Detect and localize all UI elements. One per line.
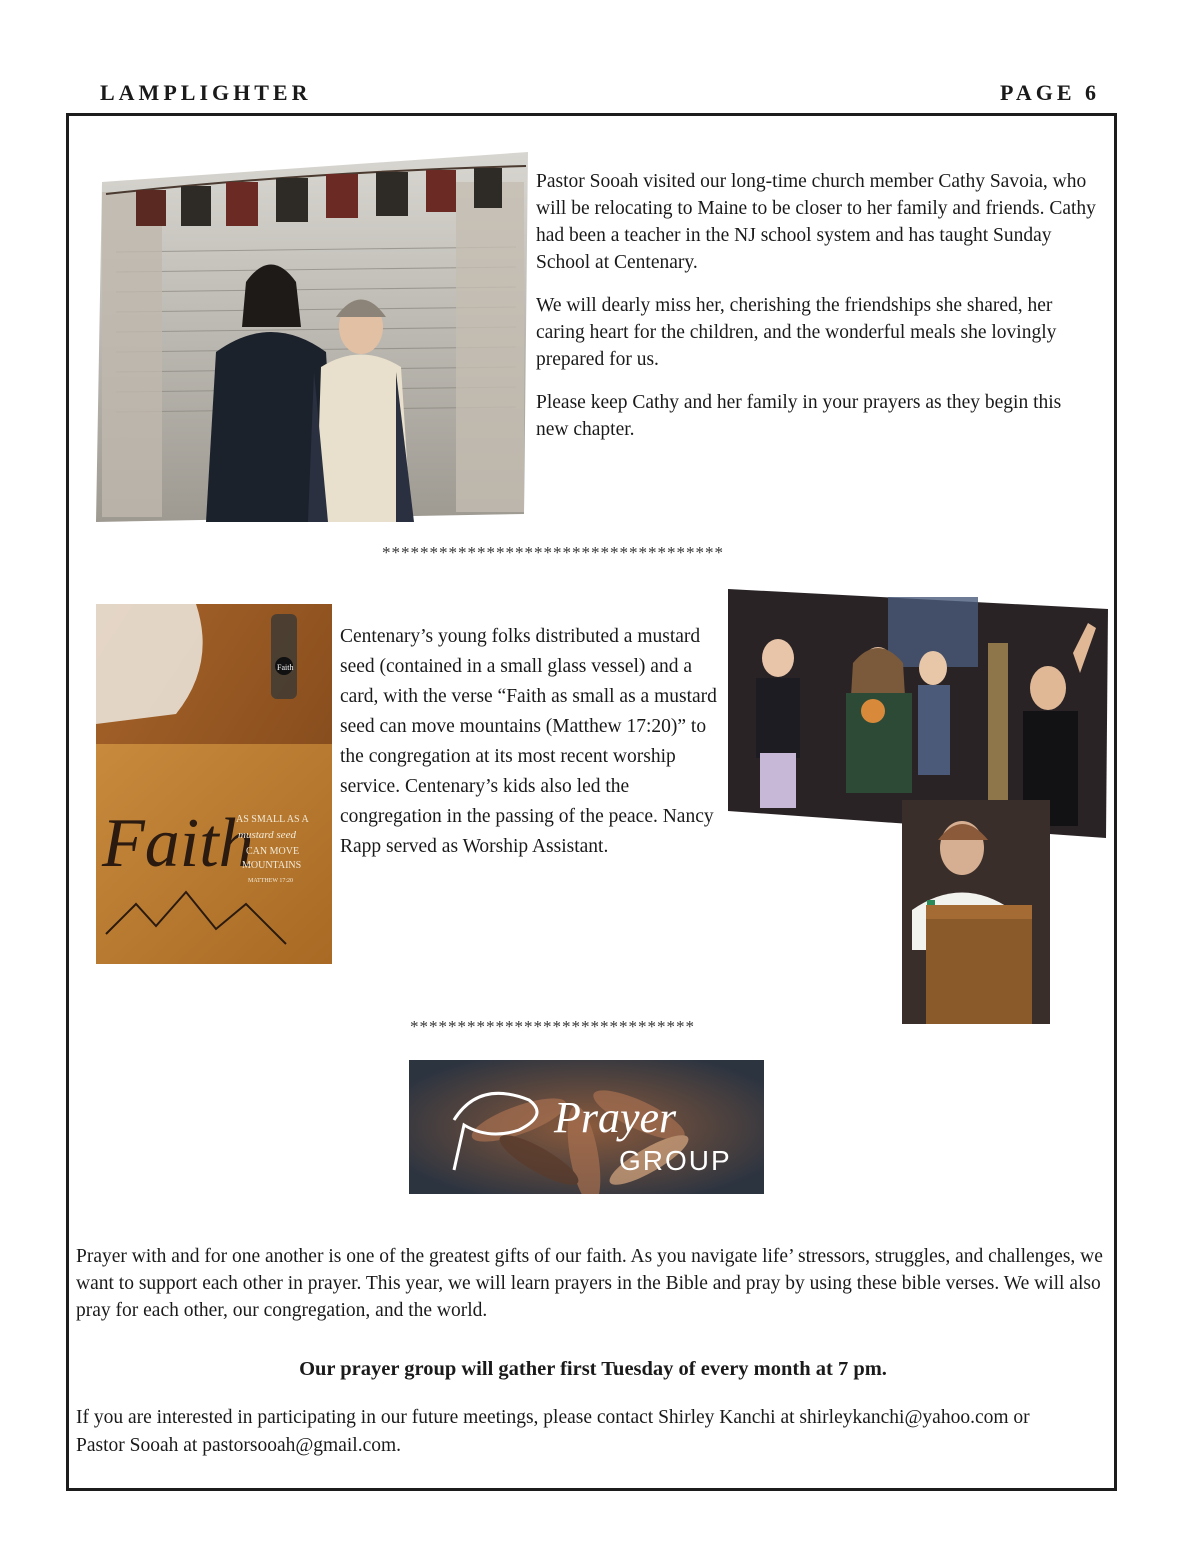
card-line-1: AS SMALL AS A	[236, 814, 309, 825]
story-paragraph: Please keep Cathy and her family in your prayers as they begin this new chapter.	[536, 392, 1062, 440]
card-script-word: Faith	[102, 805, 254, 882]
photo-pastor-and-cathy	[96, 152, 528, 522]
card-line-4: MOUNTAINS	[242, 860, 302, 871]
contact-text: If you are interested in participating in our future meetings, please contact Shirley Kanchi at shirleykanchi@yahoo.com or Pastor Sooah at pastorsooah@gmail.com.	[76, 1407, 1030, 1456]
announcement-text: Our prayer group will gather first Tuesday of every month at 7 pm.	[299, 1358, 887, 1380]
story-paragraph: We will dearly miss her, cherishing the friendships she shared, her caring heart for the children, and the wonderful meals she lovingly prepared for us.	[536, 295, 1057, 370]
page-number: PAGE 6	[1000, 80, 1100, 105]
card-line-3: CAN MOVE	[246, 846, 300, 857]
vial-tag-text: Faith	[277, 663, 294, 672]
story-cathy-savoia	[536, 168, 1096, 443]
story-paragraph: Prayer with and for one another is one of the greatest gifts of our faith. As you navigate life’ stressors, struggles, and challenges, we want to support each other in prayer. This year, we will learn prayers in the Bible and pray by using these bible verses. We will also pray for each other, our congregation, and the world.	[76, 1246, 1103, 1321]
contact-info	[76, 1404, 1076, 1460]
prayer-group-banner	[409, 1060, 764, 1194]
banner-script-text: Prayer	[554, 1093, 677, 1142]
story-paragraph: Pastor Sooah visited our long-time church member Cathy Savoia, who will be relocating to Maine to be closer to her family and friends. Cathy had been a teacher in the NJ school system and has taught Sunday School at Centenary.	[536, 171, 1096, 273]
publication-title: LAMPLIGHTER	[100, 80, 312, 105]
banner-group-text: GROUP	[619, 1145, 732, 1176]
photo-faith-card	[96, 604, 332, 964]
divider-stars: ************************************	[382, 543, 724, 562]
card-line-5: MATTHEW 17:20	[248, 878, 294, 884]
story-paragraph: Centenary’s young folks distributed a mustard seed (contained in a small glass vessel) and a card, with the verse “Faith as small as a mustard seed can move mountains (Matthew 17:20)” to the congregation at its most recent worship service. Centenary’s kids also led the congregation in the passing of the peace. Nancy Rapp served as Worship Assistant.	[340, 626, 717, 857]
card-line-2: mustard seed	[238, 829, 296, 841]
photo-worship-assistant	[902, 800, 1050, 1024]
prayer-announcement	[76, 1356, 1110, 1383]
story-prayer-group	[76, 1243, 1110, 1324]
divider-stars: ******************************	[410, 1017, 695, 1036]
story-mustard-seed	[340, 622, 732, 862]
